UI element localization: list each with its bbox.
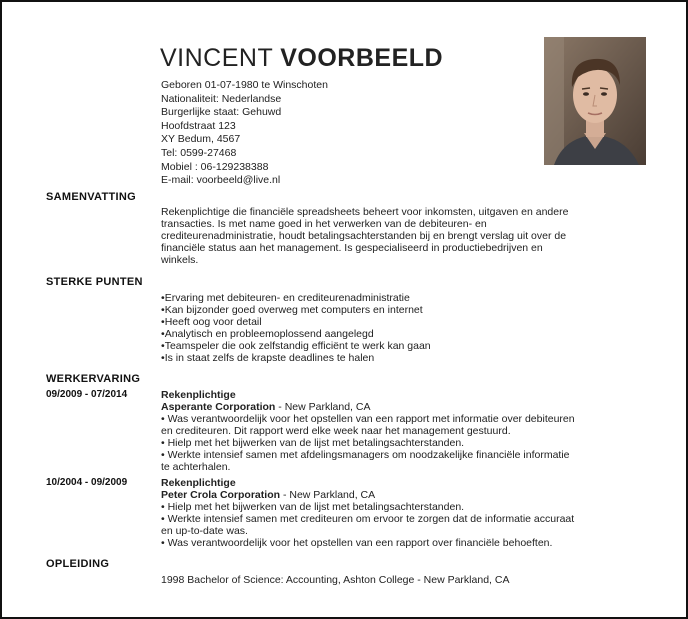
phone: Tel: 0599-27468 [161,146,237,159]
company-location: - New Parkland, CA [280,489,376,501]
job-description-line: • Was verantwoordelijk voor het opstellen van een rapport met informatie over debiteuren [161,413,575,425]
birth-info: Geboren 01-07-1980 te Winschoten [161,79,328,91]
education-heading: OPLEIDING [46,558,110,570]
contact-details [161,79,328,188]
job-description-line: te achterhalen. [161,461,231,473]
list-item: • Kan bijzonder goed overweg met computers en internet [161,304,431,316]
job-description-line: en up-to-date was. [161,525,248,537]
list-item: • Teamspeler die ook zelfstandig efficiënt te werk kan gaan [161,340,431,352]
list-item: • Heeft oog voor detail [161,316,431,328]
job-dates: 10/2004 - 09/2009 [46,477,128,488]
job-description-line: • Werkte intensief samen met afdelingsmanagers om noodzakelijke financiële informatie [161,449,570,461]
company-name: Asperante Corporation [161,401,276,413]
strengths-list [161,292,431,364]
summary-line: financiële status aan het management. Is gespecialiseerd in productiebedrijven en [161,242,543,254]
portrait-illustration [544,37,646,165]
job-description-line: • Hielp met het bijwerken van de lijst met betalingsachterstanden. [161,437,465,449]
list-item: • Ervaring met debiteuren- en crediteurenadministratie [161,292,431,304]
job-employer [161,401,575,413]
marital-status: Burgerlijke staat: Gehuwd [161,106,282,119]
candidate-name [160,43,443,73]
email: E-mail: voorbeeld@live.nl [161,174,281,187]
summary-line: Rekenplichtige die financiële spreadsheets beheert voor inkomsten, uitgaven en andere [161,206,569,218]
summary-line: crediteurenadministratie, houdt betalingsachterstanden bij en brengt verslag uit over de [161,230,567,242]
list-item: • Analytisch en probleemoplossend aangelegd [161,328,431,340]
postal-city: XY Bedum, 4567 [161,133,241,146]
job-description-line: en crediteuren. Dit rapport werd elke week naar het management gestuurd. [161,425,511,437]
profile-photo [544,37,646,165]
company-location: - New Parkland, CA [275,401,371,413]
company-name: Peter Crola Corporation [161,489,281,501]
summary-heading: SAMENVATTING [46,191,136,203]
first-name: VINCENT [160,44,273,72]
mobile: Mobiel : 06-129238388 [161,160,269,173]
last-name: VOORBEELD [280,44,444,72]
job-entry [161,389,575,473]
job-description-line: • Hielp met het bijwerken van de lijst met betalingsachterstanden. [161,501,465,513]
job-title: Rekenplichtige [161,477,236,489]
strengths-heading: STERKE PUNTEN [46,276,143,288]
nationality: Nationaliteit: Nederlandse [161,92,282,105]
job-entry [161,477,574,549]
job-employer [161,489,574,501]
summary-line: transacties. Is met name goed in het verwerken van de debiteuren- en [161,218,487,230]
summary-line: winkels. [161,254,199,266]
list-item: • Is in staat zelfs de krapste deadlines te halen [161,352,431,364]
job-description-line: • Werkte intensief samen met crediteuren om ervoor te zorgen dat de informatie accuraat [161,513,575,525]
job-title: Rekenplichtige [161,389,236,401]
summary-text [161,206,568,266]
street-address: Hoofdstraat 123 [161,119,236,132]
experience-heading: WERKERVARING [46,373,141,385]
job-description-line: • Was verantwoordelijk voor het opstellen van een rapport over financiële behoeften. [161,537,553,549]
education-entry: 1998 Bachelor of Science: Accounting, Ashton College - New Parkland, CA [161,574,510,586]
job-dates: 09/2009 - 07/2014 [46,389,128,400]
